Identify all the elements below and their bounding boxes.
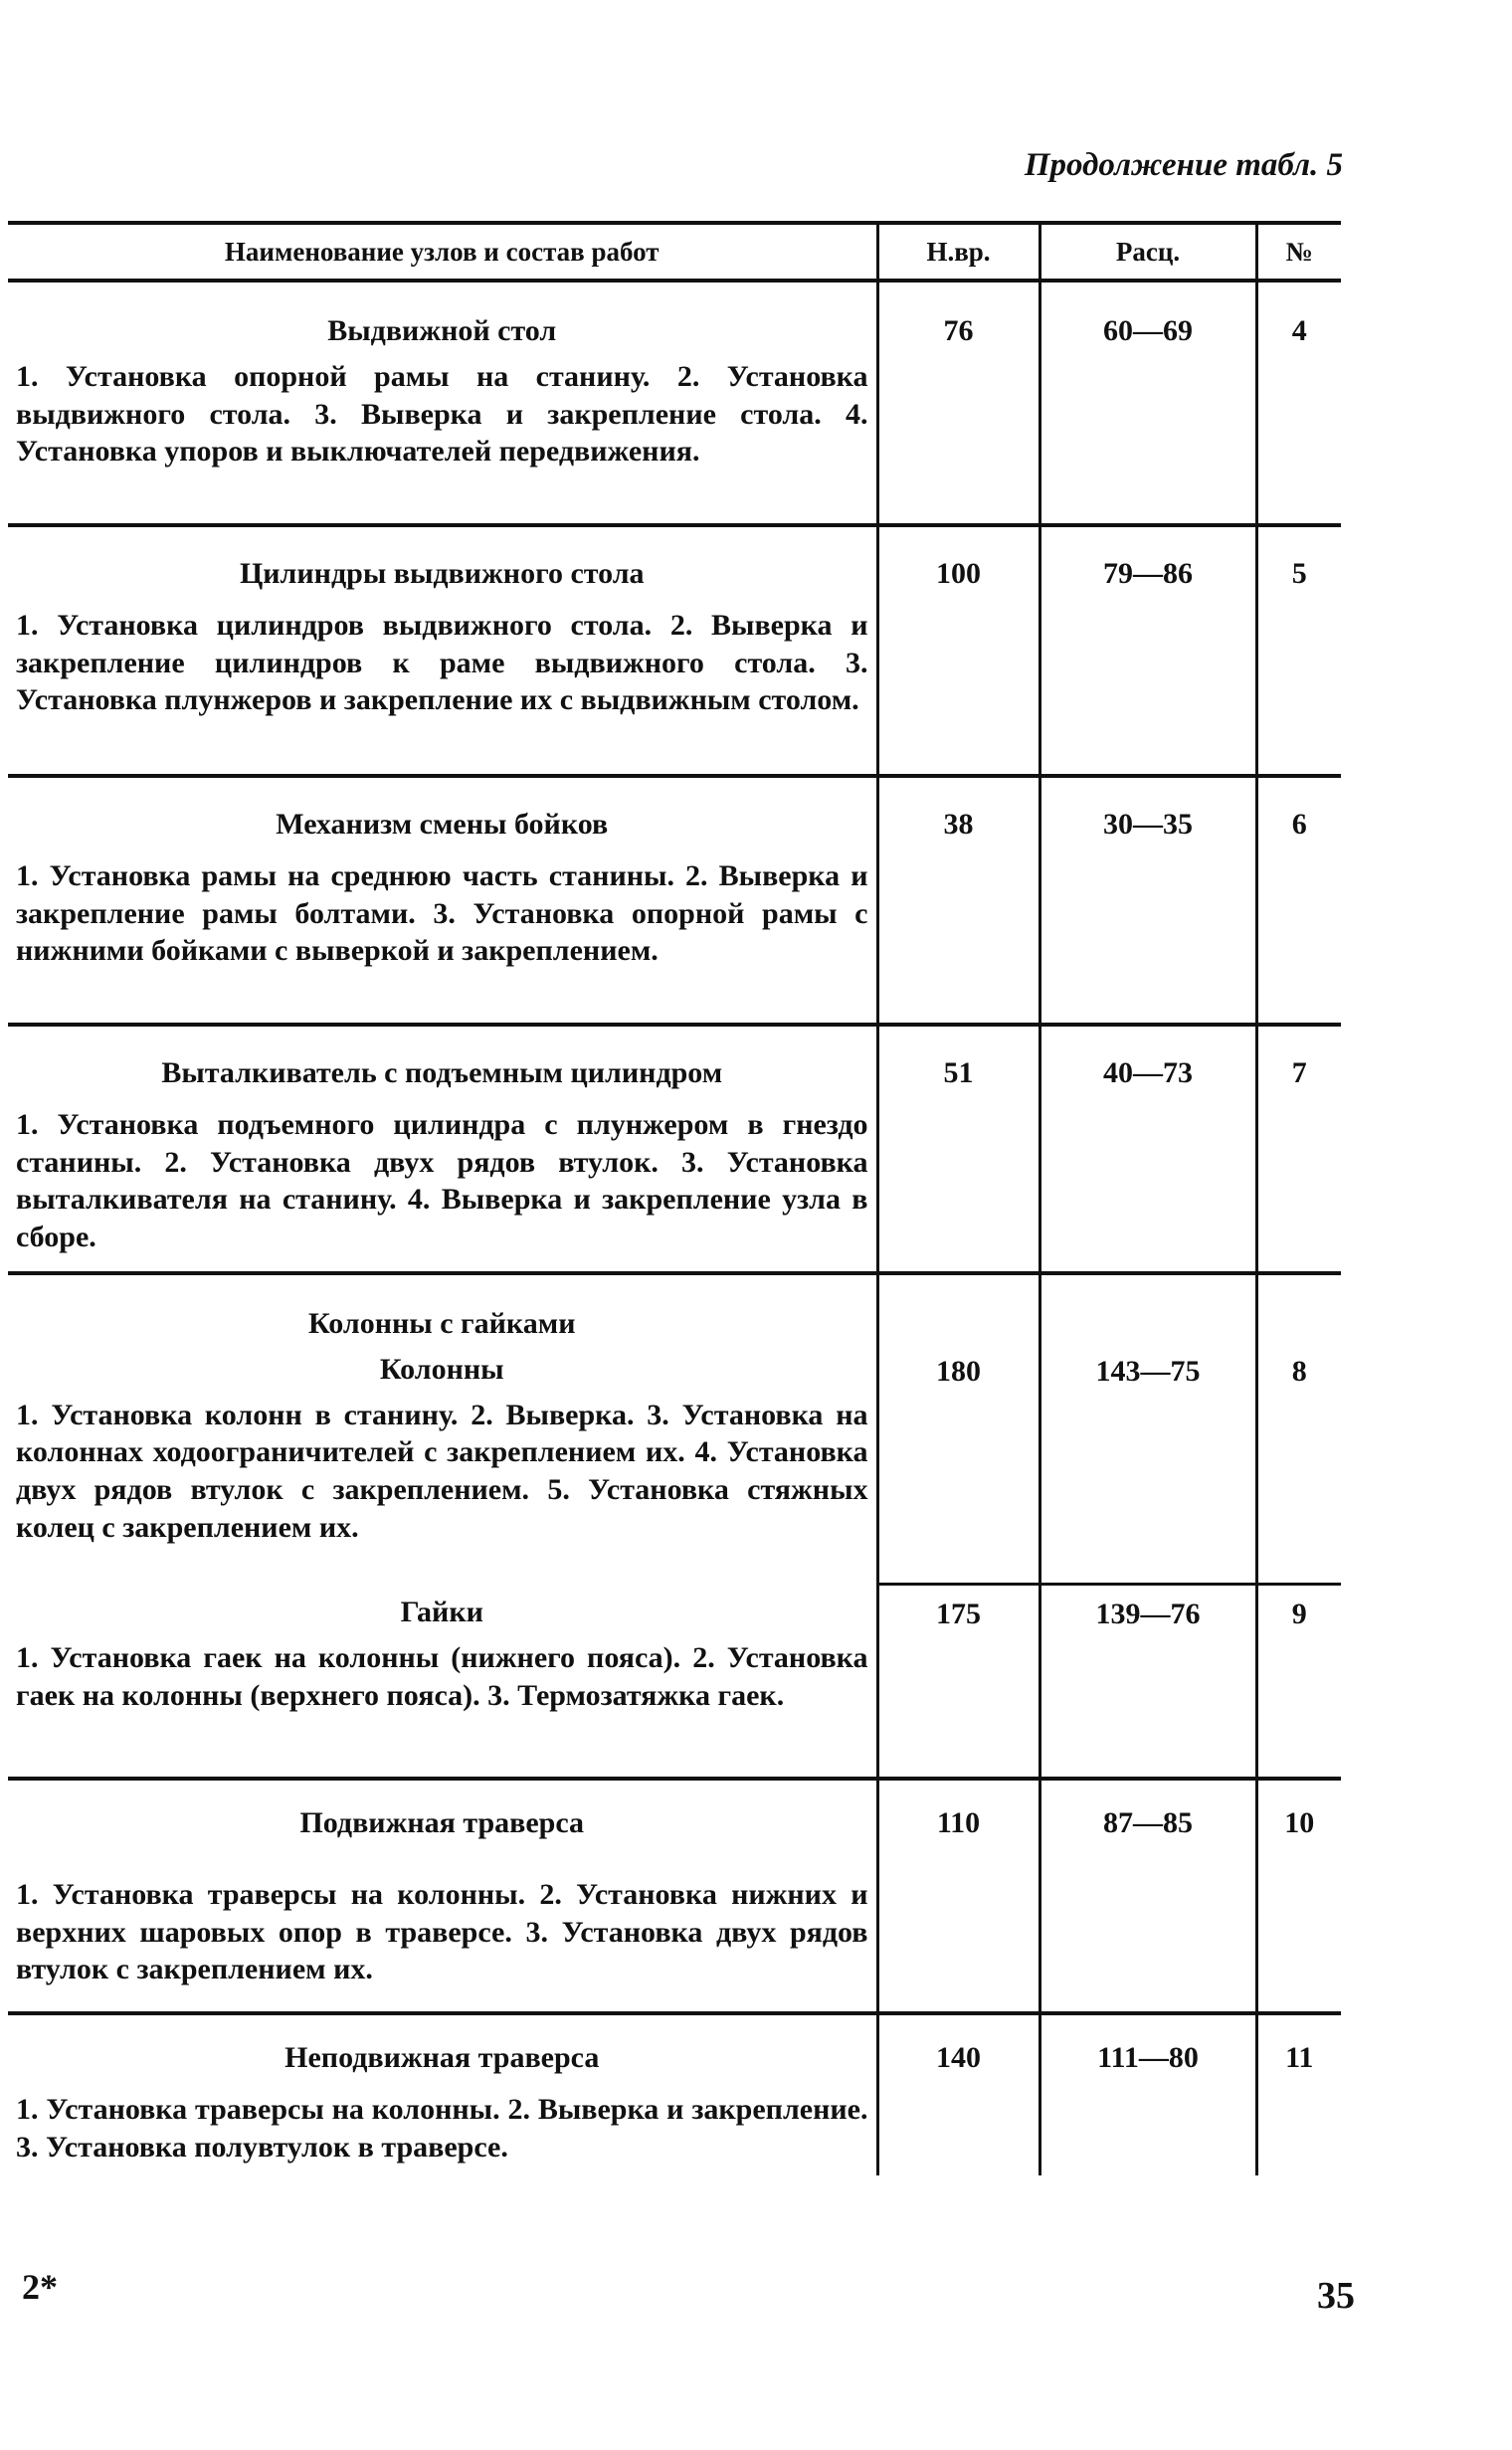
signature-mark: 2* — [22, 2267, 58, 2307]
table-row — [8, 281, 1341, 525]
rate-cell: 139—76 — [1040, 1584, 1256, 1779]
number-cell: 11 — [1285, 2041, 1314, 2074]
time-norm-cell: 175 — [877, 1584, 1040, 1779]
row-name-cell — [8, 525, 877, 776]
work-description: 1. Установка подъемного цилиндра с плунжером в гнездо станины. 2. Установка двух рядов втулок. 3. Установка выталкивателя на станину. 4. Выверка и закрепление узла в сборе. — [16, 1107, 868, 1254]
work-description: 1. Установка цилиндров выдвижного стола. 2. Выверка и закрепление цилиндров к раме выдвижного стола. 3. Установка плунжеров и закрепление их с выдвижным столом. — [16, 608, 868, 717]
row-name-cell — [8, 281, 877, 525]
rate-cell: 143—75 — [1040, 1273, 1256, 1584]
row-name-cell — [8, 1779, 877, 2013]
group-title: Колонны с гайками — [308, 1307, 576, 1340]
table-row — [8, 1273, 1341, 1584]
norms-table — [8, 221, 1341, 2175]
row-name-cell — [8, 1273, 877, 1584]
rate-cell: 79—86 — [1040, 525, 1256, 776]
table-header-row — [8, 223, 1341, 281]
time-norm-cell: 180 — [877, 1273, 1040, 1584]
table-row — [8, 2013, 1341, 2175]
number-cell: 5 — [1256, 525, 1341, 776]
header-time-norm: Н.вр. — [877, 223, 1040, 281]
time-norm-cell: 51 — [877, 1025, 1040, 1273]
table-row — [8, 525, 1341, 776]
rate-cell: 40—73 — [1040, 1025, 1256, 1273]
table-row — [8, 1779, 1341, 2013]
rate-cell: 87—85 — [1040, 1779, 1256, 2013]
number-cell: 7 — [1256, 1025, 1341, 1273]
section-title: Неподвижная траверса — [284, 2041, 600, 2074]
time-norm-cell: 100 — [877, 525, 1040, 776]
section-title: Гайки — [400, 1596, 483, 1628]
table-row — [8, 1584, 1341, 1779]
time-norm-cell: 76 — [877, 281, 1040, 525]
section-title: Цилиндры выдвижного стола — [239, 557, 645, 590]
section-title: Выдвижной стол — [327, 314, 557, 347]
work-table — [8, 221, 1341, 2175]
number-cell: 9 — [1256, 1584, 1341, 1779]
number-cell: 6 — [1256, 776, 1341, 1025]
work-description: 1. Установка гаек на колонны (нижнего пояса). 2. Установка гаек на колонны (верхнего пояса). 3. Термозатяжка гаек. — [16, 1640, 868, 1712]
page-number: 35 — [1317, 2275, 1355, 2317]
time-norm-cell: 140 — [877, 2013, 1040, 2175]
rate-cell: 30—35 — [1040, 776, 1256, 1025]
header-rate: Расц. — [1040, 223, 1256, 281]
time-norm-cell: 38 — [877, 776, 1040, 1025]
number-cell: 10 — [1256, 1779, 1341, 2013]
table-row — [8, 1025, 1341, 1273]
section-title: Подвижная траверса — [299, 1806, 585, 1839]
table-row — [8, 776, 1341, 1025]
time-norm-cell: 110 — [877, 1779, 1040, 2013]
work-description: 1. Установка колонн в станину. 2. Выверка. 3. Установка на колоннах ходоограничителей с закреплением их. 4. Установка двух рядов втулок с закреплением. 5. Установка стяжных колец с закреплением их. — [16, 1398, 868, 1544]
work-description: 1. Установка траверсы на колонны. 2. Установка нижних и верхних шаровых опор в траверсе. 3. Установка двух рядов втулок с закреплением их. — [16, 1877, 868, 1986]
section-title: Колонны — [379, 1352, 504, 1386]
header-name: Наименование узлов и состав работ — [8, 223, 877, 281]
table-caption: Продолжение табл. 5 — [1024, 147, 1343, 183]
row-name-cell — [8, 1584, 877, 1779]
section-title: Выталкиватель с подъемным цилиндром — [161, 1056, 723, 1089]
work-description: 1. Установка траверсы на колонны. 2. Выверка и закрепление. 3. Установка полувтулок в траверсе. — [16, 2092, 868, 2164]
work-description: 1. Установка рамы на среднюю часть станины. 2. Выверка и закрепление рамы болтами. 3. Установка опорной рамы с нижними бойками с выверкой и закреплением. — [16, 858, 868, 968]
row-name-cell — [8, 776, 877, 1025]
work-description: 1. Установка опорной рамы на станину. 2. Установка выдвижного стола. 3. Выверка и закрепление стола. 4. Установка упоров и выключателей передвижения. — [16, 359, 868, 469]
rate-cell: 60—69 — [1040, 281, 1256, 525]
rate-cell: 111—80 — [1040, 2013, 1256, 2175]
row-name-cell — [8, 1025, 877, 1273]
header-number: № — [1256, 223, 1341, 281]
number-cell: 8 — [1256, 1273, 1341, 1584]
number-cell: 4 — [1256, 281, 1341, 525]
section-title: Механизм смены бойков — [276, 808, 609, 841]
row-name-cell — [8, 2013, 877, 2175]
